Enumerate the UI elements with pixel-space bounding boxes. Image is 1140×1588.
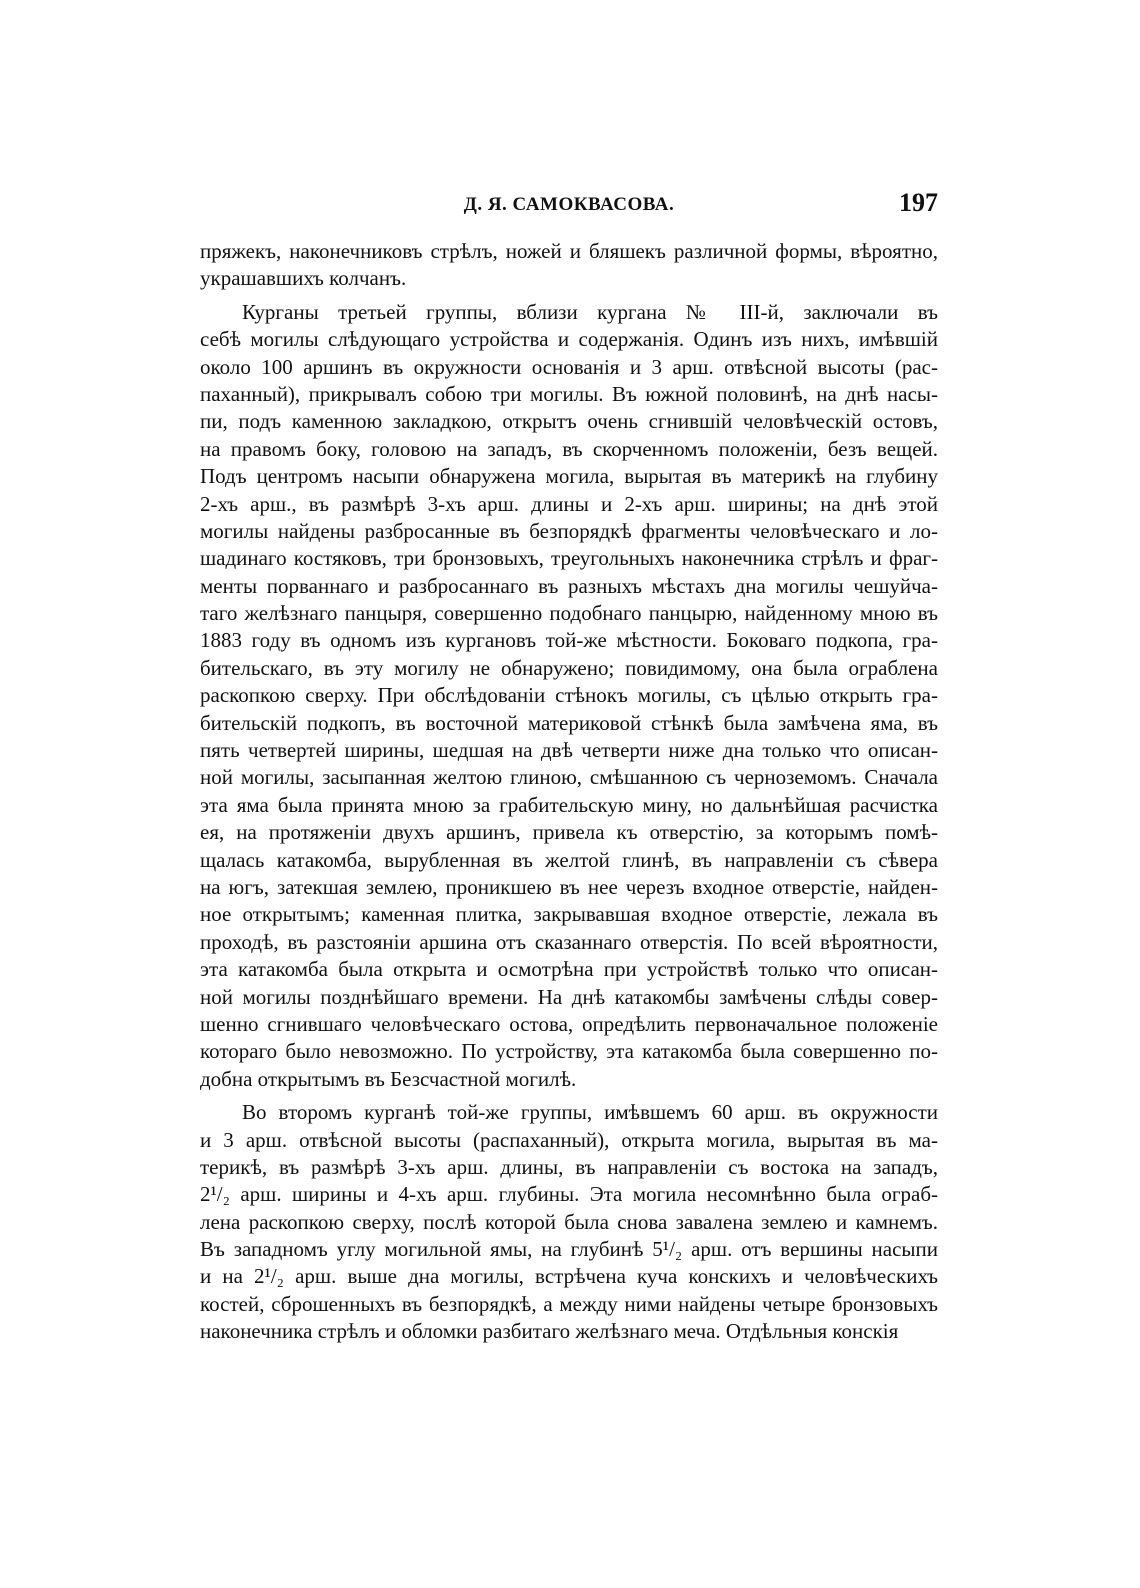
text-line: 1883 году въ одномъ изъ кургановъ той-же мѣстности. Боковаго подкопа, гра-	[200, 628, 938, 653]
text-line: эта катакомба была открыта и осмотрѣна при устройствѣ только что описан-	[200, 957, 938, 982]
paragraph	[200, 299, 938, 1093]
text-line: ной могилы, засыпанная желтою глиною, смѣшанною съ черноземомъ. Сначала	[200, 765, 938, 790]
text-line: и на 2¹/₂ арш. выше дна могилы, встрѣчена куча конскихъ и человѣческихъ	[200, 1264, 938, 1289]
text-line: украшавшихъ колчанъ.	[200, 266, 407, 291]
text-line: себѣ могилы слѣдующаго устройства и содержанія. Одинъ изъ нихъ, имѣвшій	[200, 327, 938, 352]
text-line: бительскаго, въ эту могилу не обнаружено; повидимому, она была ограблена	[200, 655, 938, 680]
text-line: добна открытымъ въ Безсчастной могилѣ.	[200, 1066, 577, 1091]
text-line: пряжекъ, наконечниковъ стрѣлъ, ножей и бляшекъ различной формы, вѣроятно,	[200, 239, 938, 263]
running-head-author: Д. Я. САМОКВАСОВА.	[463, 194, 675, 215]
text-line: эта яма была принята мною за грабительскую мину, но дальнѣйшая расчистка	[200, 792, 938, 817]
text-line: ное открытымъ; каменная плитка, закрывавшая входное отверстіе, лежала въ	[200, 902, 938, 927]
body-text	[200, 238, 938, 1346]
text-line: менты порваннаго и разбросаннаго въ разныхъ мѣстахъ дна могилы чешуйча-	[200, 573, 938, 598]
text-line: паханный), прикрывалъ собою три могилы. Въ южной половинѣ, на днѣ насы-	[200, 381, 938, 406]
text-line: Во второмъ курганѣ той-же группы, имѣвшемъ 60 арш. въ окружности	[242, 1100, 938, 1125]
text-line: лена раскопкою сверху, послѣ которой была снова завалена землею и камнемъ.	[200, 1209, 938, 1234]
text-line: таго желѣзнаго панцыря, совершенно подобнаго панцырю, найденному мною въ	[200, 601, 938, 626]
text-line: 2¹/₂ арш. ширины и 4-хъ арш. глубины. Эта могила несомнѣнно была ограб-	[200, 1182, 938, 1207]
text-line: котораго было невозможно. По устройству, эта катакомба была совершенно по-	[200, 1039, 938, 1064]
text-line: могилы найдены разбросанные въ безпорядкѣ фрагменты человѣческаго и ло-	[200, 518, 938, 543]
text-line: костей, сброшенныхъ въ безпорядкѣ, а между ними найдены четыре бронзовыхъ	[200, 1291, 938, 1316]
text-line: около 100 аршинъ въ окружности основанія и 3 арш. отвѣсной высоты (рас-	[200, 354, 938, 379]
paragraph	[200, 238, 938, 293]
text-line: Въ западномъ углу могильной ямы, на глубинѣ 5¹/₂ арш. отъ вершины насыпи	[200, 1237, 938, 1262]
page-number: 197	[899, 188, 938, 217]
text-line: пять четвертей ширины, шедшая на двѣ четверти ниже дна только что описан-	[200, 738, 938, 763]
text-line: и 3 арш. отвѣсной высоты (распаханный), открыта могила, вырытая въ ма-	[200, 1127, 938, 1152]
text-line: шенно сгнившаго человѣческаго остова, опредѣлить первоначальное положеніе	[200, 1011, 938, 1036]
text-line: пи, подъ каменною закладкою, открытъ очень сгнившій человѣческій остовъ,	[200, 409, 938, 434]
text-line: наконечника стрѣлъ и обломки разбитаго желѣзнаго меча. Отдѣльныя конскія	[200, 1319, 899, 1344]
text-line: раскопкою сверху. При обслѣдованіи стѣнокъ могилы, съ цѣлью открыть гра-	[200, 683, 938, 708]
paragraph	[200, 1099, 938, 1346]
text-line: щалась катакомба, вырубленная въ желтой глинѣ, въ направленіи съ сѣвера	[200, 847, 938, 872]
text-line: бительскій подкопъ, въ восточной материковой стѣнкѣ была замѣчена яма, въ	[200, 710, 938, 735]
text-line: ной могилы позднѣйшаго времени. На днѣ катакомбы замѣчены слѣды совер-	[200, 984, 938, 1009]
text-line: на югъ, затекшая землею, проникшею въ нее черезъ входное отверстіе, найден-	[200, 874, 938, 899]
running-head	[200, 188, 938, 228]
text-line: шадинаго костяковъ, три бронзовыхъ, треугольныхъ наконечника стрѣлъ и фраг-	[200, 546, 938, 571]
text-line: Подъ центромъ насыпи обнаружена могила, вырытая въ материкѣ на глубину	[200, 464, 938, 489]
text-line: Курганы третьей группы, вблизи кургана № III-й, заключали въ	[242, 299, 938, 324]
text-line: ея, на протяженіи двухъ аршинъ, привела къ отверстію, за которымъ помѣ-	[200, 820, 938, 845]
text-line: на правомъ боку, головою на западъ, въ скорченномъ положеніи, безъ вещей.	[200, 436, 938, 461]
text-line: терикѣ, въ размѣрѣ 3-хъ арш. длины, въ направленіи съ востока на западъ,	[200, 1154, 938, 1179]
text-line: 2-хъ арш., въ размѣрѣ 3-хъ арш. длины и 2-хъ арш. ширины; на днѣ этой	[200, 491, 938, 516]
text-line: проходѣ, въ разстояніи аршина отъ сказаннаго отверстія. По всей вѣроятности,	[200, 929, 938, 954]
